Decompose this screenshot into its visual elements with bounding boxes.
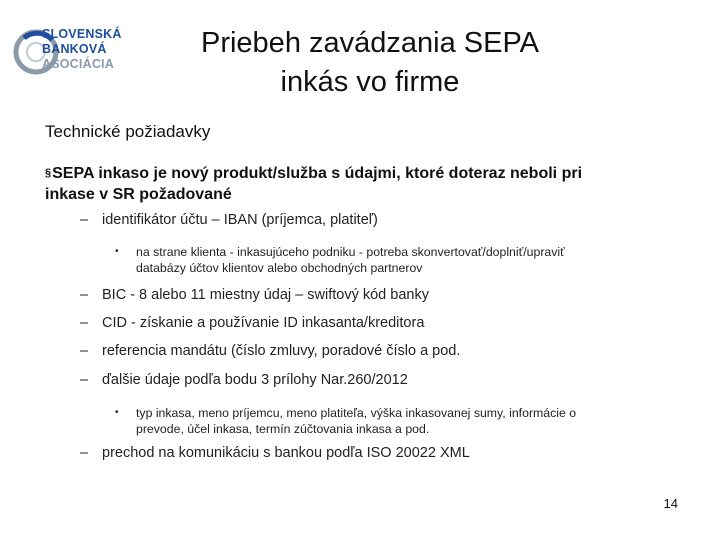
slide-title-line-2: inkás vo firme xyxy=(280,66,460,98)
section-heading: Technické požiadavky xyxy=(45,122,211,141)
logo-line-3: ASOCIÁCIA xyxy=(42,57,114,71)
list-item-text: BIC - 8 alebo 11 miestny údaj – swiftový kód banky xyxy=(102,287,429,303)
page-number: 14 xyxy=(663,496,678,511)
list-item-text: referencia mandátu (číslo zmluvy, poradové číslo a pod. xyxy=(102,343,461,359)
list-item xyxy=(80,342,460,360)
dash-icon: – xyxy=(80,315,89,331)
list-item xyxy=(80,444,470,462)
main-bullet xyxy=(45,163,685,205)
logo-line-1: SLOVENSKÁ xyxy=(42,27,122,41)
bullet-icon: • xyxy=(115,246,119,257)
dash-icon: – xyxy=(80,372,89,388)
dash-icon: – xyxy=(80,445,89,461)
sub-list-item xyxy=(115,244,675,276)
list-item-text: identifikátor účtu – IBAN (príjemca, platiteľ) xyxy=(102,212,378,228)
sub-list-item-line-2: prevode, účel inkasa, termín zúčtovania inkasa a pod. xyxy=(136,422,430,436)
list-item xyxy=(80,314,424,332)
logo-line-2: BANKOVÁ xyxy=(42,42,107,56)
sub-list-item-line-2: databázy účtov klientov alebo obchodných partnerov xyxy=(136,261,423,275)
sub-list-item-line-1: typ inkasa, meno príjemcu, meno platiteľa, výška inkasovanej sumy, informácie o xyxy=(136,406,577,420)
sub-list-item xyxy=(115,405,675,437)
dash-icon: – xyxy=(80,212,89,228)
main-bullet-line-1: SEPA inkaso je nový produkt/služba s údajmi, ktoré doteraz neboli pri xyxy=(52,165,583,182)
bullet-icon: • xyxy=(115,407,119,418)
main-bullet-line-2: inkase v SR požadované xyxy=(45,186,232,203)
list-item-text: prechod na komunikáciu s bankou podľa ISO 20022 XML xyxy=(102,445,470,461)
list-item xyxy=(80,286,429,304)
logo-text xyxy=(42,27,122,72)
list-item xyxy=(80,371,408,389)
list-item xyxy=(80,211,378,229)
slide-title-line-1: Priebeh zavádzania SEPA xyxy=(200,27,539,59)
dash-icon: – xyxy=(80,287,89,303)
dash-icon: – xyxy=(80,343,89,359)
section-marker-icon: § xyxy=(45,167,52,179)
slide-title xyxy=(160,24,580,102)
sub-list-item-line-1: na strane klienta - inkasujúceho podniku - potreba skonvertovať/doplniť/upraviť xyxy=(136,245,565,259)
list-item-text: CID - získanie a používanie ID inkasanta/kreditora xyxy=(102,315,425,331)
list-item-text: ďalšie údaje podľa bodu 3 prílohy Nar.260/2012 xyxy=(102,372,408,388)
